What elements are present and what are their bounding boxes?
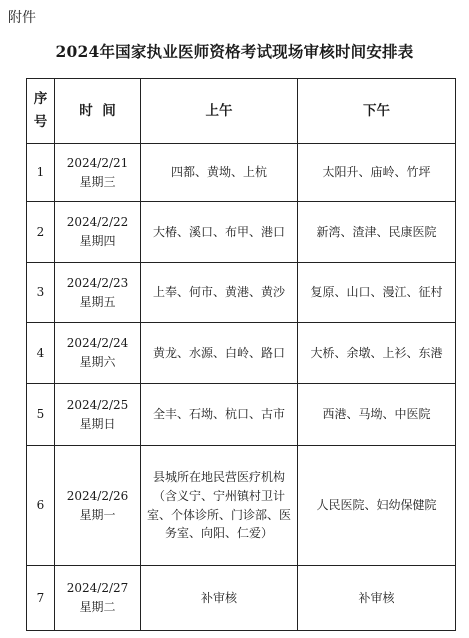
row-date-value: 2024/2/23	[66, 275, 129, 290]
header-afternoon: 下午	[298, 79, 456, 144]
table-row	[27, 144, 456, 202]
row-weekday: 星期一	[79, 507, 116, 522]
row-afternoon: 补审核	[298, 566, 456, 631]
row-date-value: 2024/2/26	[66, 488, 129, 503]
row-seq: 5	[27, 384, 55, 446]
row-date	[55, 384, 141, 446]
row-date	[55, 323, 141, 384]
row-date	[55, 566, 141, 631]
row-weekday: 星期四	[79, 234, 116, 248]
row-morning: 大椿、溪口、布甲、港口	[141, 202, 298, 263]
table-row	[27, 566, 456, 631]
header-seq: 序号	[27, 79, 55, 144]
row-date-value: 2024/2/24	[66, 336, 129, 351]
row-afternoon: 大桥、余墩、上衫、东港	[298, 323, 456, 384]
row-seq: 4	[27, 323, 55, 384]
header-time: 时 间	[55, 79, 141, 144]
row-morning: 上奉、何市、黄港、黄沙	[141, 263, 298, 323]
table-row	[27, 323, 456, 384]
row-date	[55, 446, 141, 566]
row-weekday: 星期六	[79, 355, 116, 369]
row-morning: 四都、黄坳、上杭	[141, 144, 298, 202]
row-afternoon: 新湾、渣津、民康医院	[298, 202, 456, 263]
schedule-table	[26, 78, 456, 631]
row-date-value: 2024/2/25	[66, 397, 129, 412]
row-seq: 7	[27, 566, 55, 631]
page-title: 2024年国家执业医师资格考试现场审核时间安排表	[55, 42, 414, 61]
table-row	[27, 384, 456, 446]
row-date	[55, 144, 141, 202]
header-morning: 上午	[141, 79, 298, 144]
row-date	[55, 263, 141, 323]
row-date-value: 2024/2/21	[66, 155, 129, 170]
row-morning: 黄龙、水源、白岭、路口	[141, 323, 298, 384]
row-afternoon: 西港、马坳、中医院	[298, 384, 456, 446]
row-afternoon: 人民医院、妇幼保健院	[298, 446, 456, 566]
row-seq: 3	[27, 263, 55, 323]
row-morning: 全丰、石坳、杭口、古市	[141, 384, 298, 446]
row-morning: 补审核	[141, 566, 298, 631]
attachment-label: 附件	[8, 10, 36, 26]
row-date-value: 2024/2/22	[66, 215, 129, 230]
row-weekday: 星期五	[79, 294, 116, 309]
row-seq: 2	[27, 202, 55, 263]
row-weekday: 星期三	[79, 174, 116, 189]
row-seq: 1	[27, 144, 55, 202]
table-header-row	[27, 79, 456, 144]
table-row	[27, 446, 456, 566]
row-date	[55, 202, 141, 263]
row-afternoon: 太阳升、庙岭、竹坪	[298, 144, 456, 202]
row-morning: 县城所在地民营医疗机构（含义宁、宁州镇村卫计室、个体诊所、门诊部、医务室、向阳、仁爱）	[141, 446, 298, 566]
row-weekday: 星期二	[79, 600, 116, 614]
table-row	[27, 263, 456, 323]
row-weekday: 星期日	[79, 416, 116, 431]
table-row	[27, 202, 456, 263]
row-afternoon: 复原、山口、漫江、征村	[298, 263, 456, 323]
row-seq: 6	[27, 446, 55, 566]
row-date-value: 2024/2/27	[66, 581, 129, 596]
